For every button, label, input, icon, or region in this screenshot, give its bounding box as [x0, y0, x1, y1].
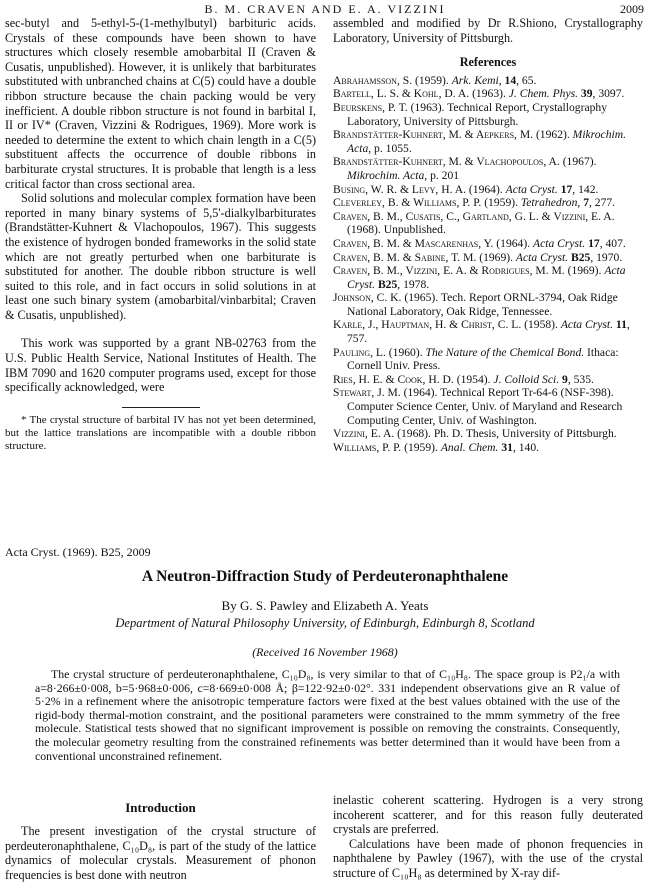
- reference-b: (1959).: [401, 440, 441, 454]
- reference-b: (1963).: [469, 87, 509, 101]
- reference-item: [333, 251, 643, 265]
- reference-d: , 277.: [588, 196, 616, 210]
- reference-d: , 3097.: [592, 87, 625, 101]
- reference-b: (1964). Technical Report Tr-64-6 (NSF-398). Computer Science Center, Univ. of Maryland and Research Computing Center, Univ. of Washington.: [347, 386, 623, 427]
- reference-b: (1968). Unpublished.: [347, 223, 446, 237]
- reference-j: Acta Cryst.: [505, 182, 558, 196]
- reference-j: The Nature of the Chemical Bond.: [425, 345, 585, 359]
- reference-b: (1959).: [481, 196, 521, 210]
- reference-item: [333, 101, 643, 128]
- reference-d: , 535.: [567, 372, 594, 386]
- reference-b: (1969).: [476, 250, 516, 264]
- reference-b: (1968). Ph. D. Thesis, University of Pittsburgh.: [394, 427, 617, 441]
- reference-a: Cleverley, B. & Williams, P. P.: [333, 196, 482, 210]
- reference-item: [333, 427, 643, 441]
- article-authors: By G. S. Pawley and Elizabeth A. Yeats: [221, 598, 429, 613]
- footnote-rule: [122, 407, 200, 408]
- article-separator: [0, 515, 650, 516]
- reference-item: [333, 373, 643, 387]
- reference-d: , 1978.: [397, 277, 430, 291]
- reference-a: Stewart, J. M.: [333, 386, 401, 400]
- reference-a: Craven, B. M. & Sabine, T. M.: [333, 250, 477, 264]
- article-affiliation: Department of Natural Philosophy University, of Edinburgh, Edinburgh 8, Scotland: [115, 616, 535, 630]
- reference-a: Busing, W. R. & Levy, H. A.: [333, 182, 467, 196]
- reference-a: Ries, H. E. & Cook, H. D.: [333, 372, 454, 386]
- reference-c: ,: [498, 73, 505, 87]
- running-head: B. M. CRAVEN AND E. A. VIZZINI: [204, 2, 446, 16]
- reference-d: , 65.: [516, 73, 537, 87]
- reference-j: Acta Cryst.: [515, 250, 569, 264]
- reference-a: Craven, B. M. & Mascarenhas, Y.: [333, 236, 494, 250]
- reference-j: Ark. Kemi: [451, 73, 499, 87]
- reference-v: 11: [615, 318, 627, 332]
- reference-d: , 1970.: [590, 250, 623, 264]
- reference-b: (1954).: [453, 372, 494, 386]
- reference-b: (1965). Tech. Report ORNL-3794, Oak Ridge National Laboratory, Oak Ridge, Tennessee.: [347, 291, 618, 318]
- footnote: * The crystal structure of barbital IV has not yet been determined, but the lattice translations are incompatible with a double ribbon structure.: [5, 413, 316, 452]
- reference-b: (1967).: [559, 155, 597, 169]
- reference-v: 9: [562, 372, 568, 386]
- reference-c: , p. 201: [424, 168, 460, 182]
- reference-a: Abrahamsson, S.: [333, 73, 413, 87]
- reference-j: Anal. Chem.: [440, 440, 499, 454]
- paragraph: Calculations have been made of phonon frequencies in naphthalene by Pawley (1967), with the use of the crystal structure of C₁₀H₈ as determined by X-ray dif-: [333, 836, 643, 880]
- paragraph: The present investigation of the crystal structure of perdeuteronaphthalene, C₁₀D₈, is part of the study of the lattice dynamics of molecular crystals. Measurement of phonon frequencies is best done with neutron: [5, 824, 316, 882]
- reference-b: (1959).: [412, 73, 452, 87]
- article-title: A Neutron-Diffraction Study of Perdeuteronaphthalene: [141, 568, 509, 585]
- reference-a: Pauling, L.: [333, 345, 386, 359]
- reference-j: Tetrahedron: [520, 196, 578, 210]
- reference-a: Karle, J., Hauptman, H. & Christ, C. L.: [333, 318, 522, 332]
- reference-item: [333, 155, 643, 182]
- reference-d: , 142.: [572, 182, 599, 196]
- reference-a: Vizzini, E. A.: [333, 427, 395, 441]
- reference-a: Beurskens, P. T.: [333, 100, 408, 114]
- reference-v: 31: [501, 440, 513, 454]
- references-heading: References: [459, 55, 517, 70]
- reference-item: [333, 346, 643, 373]
- reference-a: Johnson, C. K.: [333, 291, 402, 305]
- acknowledgement: This work was supported by a grant NB-02763 from the U.S. Public Health Service, National Institutes of Health. The IBM 7090 and 1620 computer programs used, except for those specifically acknowledged, were: [5, 336, 316, 395]
- reference-a: Williams, P. P.: [333, 440, 402, 454]
- reference-v: 7: [583, 196, 589, 210]
- reference-j: Acta Cryst.: [347, 264, 626, 291]
- received-date: (Received 16 November 1968): [252, 645, 398, 659]
- reference-b: (1964).: [493, 236, 534, 250]
- reference-item: [333, 128, 643, 155]
- reference-d: , 757.: [347, 318, 630, 346]
- reference-item: [333, 196, 643, 210]
- reference-v: B25: [377, 277, 398, 291]
- reference-c: , p. 1055.: [368, 141, 412, 155]
- reference-b: (1964).: [466, 182, 506, 196]
- reference-v: 14: [504, 73, 517, 87]
- reference-v: B25: [571, 250, 591, 264]
- reference-j: J. Chem. Phys.: [508, 87, 579, 101]
- reference-v: 17: [588, 236, 600, 250]
- reference-item: [333, 183, 643, 197]
- reference-item: [333, 74, 643, 88]
- reference-item: [333, 210, 643, 237]
- reference-c: Ithaca: Cornell Univ. Press.: [347, 345, 619, 373]
- intro-right-text: [333, 793, 643, 881]
- reference-j: Mikrochim. Acta: [347, 128, 626, 155]
- reference-b: (1962).: [533, 128, 573, 142]
- reference-list: [333, 74, 643, 455]
- reference-v: 39: [580, 87, 593, 101]
- paragraph: assembled and modified by Dr R.Shiono, Crystallography Laboratory, University of Pittsburgh.: [333, 16, 643, 45]
- reference-j: J. Colloid Sci.: [493, 372, 560, 386]
- reference-v: 17: [560, 182, 573, 196]
- reference-a: Craven, B. M., Cusatis, C., Gartland, G. L. & Vizzini, E. A.: [333, 209, 615, 223]
- reference-d: , 407.: [599, 236, 626, 250]
- left-column: [5, 16, 316, 453]
- page-number: 2009: [620, 2, 644, 16]
- reference-item: [333, 291, 643, 318]
- reference-item: [333, 441, 643, 455]
- journal-reference: Acta Cryst. (1969). B25, 2009: [5, 545, 151, 559]
- reference-a: Brandstätter-Kuhnert, M. & Vlachopoulos, A.: [333, 155, 560, 169]
- reference-b: (1960).: [385, 345, 426, 359]
- right-column: [333, 16, 643, 454]
- reference-a: Craven, B. M., Vizzini, E. A. & Rodrigues, M. M.: [333, 264, 565, 278]
- paragraph: Solid solutions and molecular complex formation have been reported in many binary systems of 5,5'-dialkylbarbiturates (Brandstätter-Kuhnert & Vlachopoulos, 1967). This suggests the existence of hydrogen bonded frameworks in the solid state which are not greatly perturbed when one barbiturate is substituted for another. The double ribbon structure is well suited to this role, and in fact occurs in solid solutions in at least one such binary system (amobarbital/vinbarbital; Craven & Cusatis, unpublished).: [5, 191, 316, 322]
- reference-b: (1958).: [521, 318, 561, 332]
- reference-item: [333, 318, 643, 345]
- reference-item: [333, 237, 643, 251]
- paragraph: sec-butyl and 5-ethyl-5-(1-methylbutyl) barbituric acids. Crystals of these compounds have been shown to have structures which closely resemble amobarbital II (Craven & Cusatis, unpublished). However, it is unlikely that barbiturates substituted with unbranched chains at C(5) could have a double ribbon structure because the chain packing would be very inefficient. A double ribbon structure is not found in barbital I, II or IV* (Craven, Vizzini & Rodrigues, 1969). More work is needed to determine the extent to which chain length in a C(5) substituent affects the occurrence of double ribbons in barbiturate crystal structures. It is probable that length is a less critical factor than cross sectional area.: [5, 16, 316, 191]
- reference-item: [333, 87, 643, 101]
- reference-a: Brandstätter-Kuhnert, M. & Aepkers, M.: [333, 128, 534, 142]
- reference-c: ,: [577, 196, 584, 210]
- reference-item: [333, 386, 643, 427]
- paragraph: inelastic coherent scattering. Hydrogen is a very strong incoherent scatterer, and for this reason fully deuterated crystals are preferred.: [333, 793, 643, 837]
- reference-j: Mikrochim. Acta: [347, 168, 425, 182]
- reference-b: (1963). Technical Report, Crystallography Laboratory, University of Pittsburgh.: [347, 100, 607, 128]
- abstract: The crystal structure of perdeuteronaphthalene, C₁₀D₈, is very similar to that of C₁₀H₈. The space group is P2₁/a with a=8·266±0·008, b=5·968±0·006, c=8·669±0·008 Å; β=122·92±0·02°. 331 independent observations give an R value of 5·2% in a refinement where the anisotropic temperature factors were fixed at the best values obtained with the use of the rigid-body thermal-motion constraint, and the positional parameters were constrained to the mmm symmetry of the free molecule. Statistical tests showed that no significant improvement is possible on removing the constraints. Consequently, the molecular geometry resulting from the constrained refinements was better determined than it would have been from a conventional unconstrained refinement.: [35, 667, 620, 763]
- intro-left-text: [5, 824, 316, 882]
- reference-a: Bartell, L. S. & Kohl, D. A.: [333, 87, 470, 101]
- reference-d: , 140.: [512, 440, 540, 454]
- section-heading: Introduction: [125, 800, 196, 815]
- reference-j: Acta Cryst.: [560, 318, 614, 332]
- reference-item: [333, 264, 643, 291]
- reference-b: (1969).: [564, 264, 605, 278]
- reference-j: Acta Cryst.: [533, 236, 586, 250]
